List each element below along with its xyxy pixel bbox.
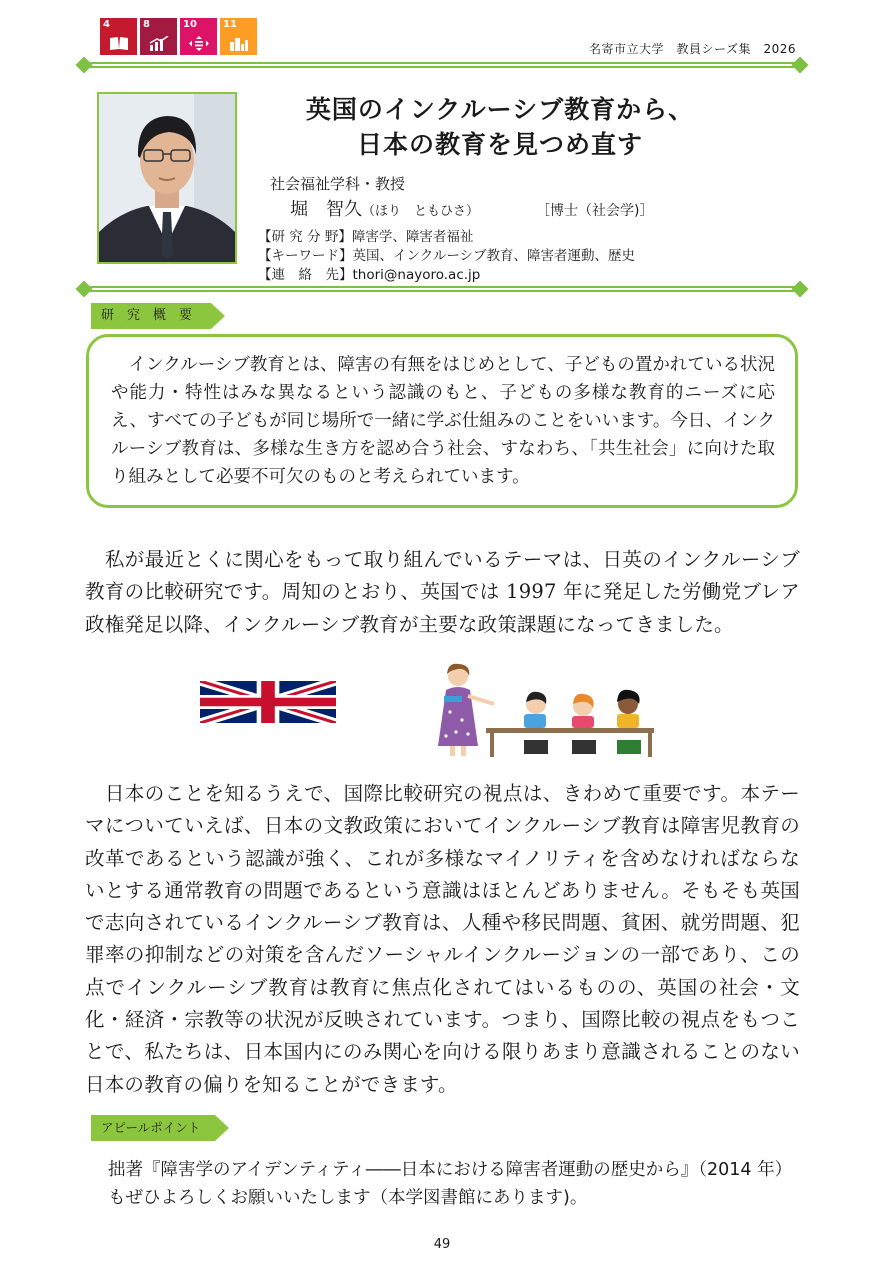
- page-number: 49: [433, 1237, 451, 1252]
- uk-flag-image: [200, 681, 336, 723]
- department: 社会福祉学科・教授: [270, 175, 406, 193]
- paragraph-intro: 私が最近とくに関心をもって取り組んでいるテーマは、日英のインクルーシブ教育の比較研究です。周知のとおり、英国では 1997 年に発足した労働党ブレア政権発足以降、インクルーシブ教育が主要な政策課題になってきました。: [85, 548, 800, 636]
- research-field: 【研 究 分 野】障害学、障害者福祉: [258, 229, 474, 245]
- author-name-text: 堀 智久: [290, 199, 362, 220]
- contact: 【連 絡 先】thori@nayoro.ac.jp: [258, 267, 481, 283]
- author-name-reading: （ほり ともひさ）: [362, 204, 480, 219]
- classroom-illustration: [428, 662, 660, 762]
- sdg-badge-11: 11: [220, 18, 257, 55]
- publisher-header: 名寄市立大学 教員シーズ集 2026: [589, 42, 796, 56]
- page-title-line2: 日本の教育を見つめ直す: [356, 130, 643, 159]
- equality-icon: [189, 36, 209, 51]
- keywords: 【キーワード】英国、インクルーシブ教育、障害者運動、歴史: [258, 248, 636, 264]
- appeal-label: アピールポイント: [91, 1115, 215, 1141]
- city-icon: [229, 36, 249, 51]
- author-photo: [97, 92, 237, 264]
- appeal-text: 拙著『障害学のアイデンティティ――日本における障害者運動の歴史から』（2014 年）もぜひよろしくお願いいたします（本学図書館にあります)。: [108, 1160, 793, 1208]
- paragraph-main: 日本のことを知るうえで、国際比較研究の視点は、きわめて重要です。本テーマについていえば、日本の文教政策においてインクルーシブ教育は障害児教育の改革であるという認識が強く、これが多様なマイノリティを含めなければならないとする通常教育の問題であるという意識はほとんどありません。そもそも英国で志向されているインクルーシブ教育は、人種や移民問題、貧困、就労問題、犯罪率の抑制などの対策を含んだソーシャルインクルージョンの一部であり、この点でインクルーシブ教育は教育に焦点化されてはいるものの、英国の社会・文化・経済・宗教等の状況が反映されています。つまり、国際比較の視点をもつことで、私たちは、日本国内にのみ関心を向ける限りあまり意識されることのない日本の教育の偏りを知ることができます。: [85, 782, 800, 1096]
- book-icon: [109, 36, 129, 51]
- sdg-badge-4: 4: [100, 18, 137, 55]
- profile-divider: [82, 286, 802, 292]
- degree: ［博士（社会学)］: [536, 203, 654, 219]
- summary-box: インクルーシブ教育とは、障害の有無をはじめとして、子どもの置かれている状況や能力・特性はみな異なるという認識のもと、子どもの多様な教育的ニーズに応え、すべての子どもが同じ場所で一緒に学ぶ仕組みのことをいいます。今日、インクルーシブ教育は、多様な生き方を認め合う社会、すなわち、「共生社会」に向けた取り組みとして必要不可欠のものと考えられています。: [86, 334, 798, 508]
- author-name: [290, 195, 479, 221]
- growth-chart-icon: [149, 36, 169, 51]
- sdg-badge-10: 10: [180, 18, 217, 55]
- sdg-badge-8: 8: [140, 18, 177, 55]
- top-divider: [82, 62, 802, 68]
- summary-label: 研 究 概 要: [91, 303, 211, 329]
- page-title-line1: 英国のインクルーシブ教育から、: [305, 95, 695, 124]
